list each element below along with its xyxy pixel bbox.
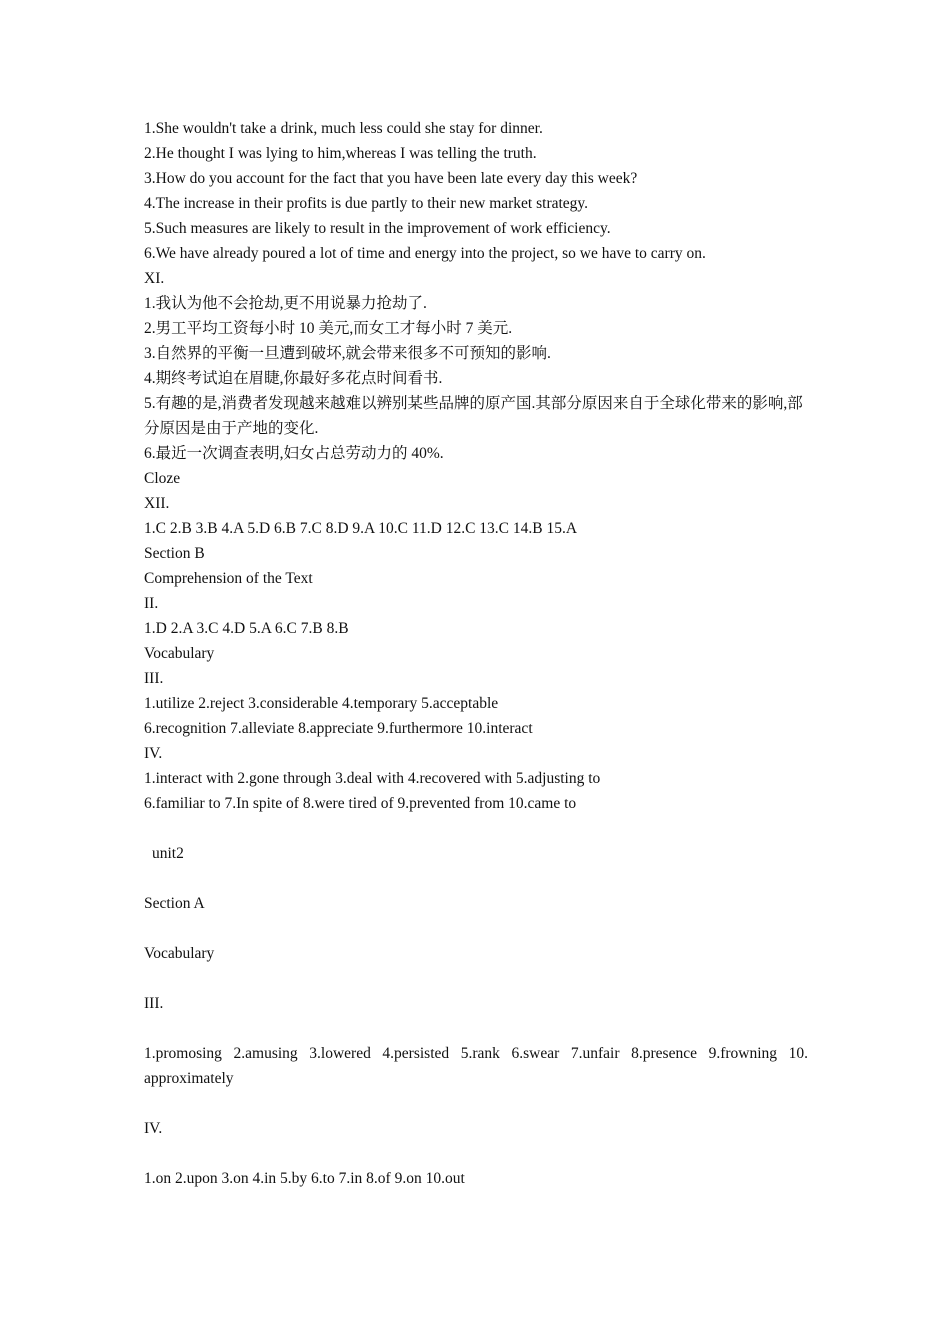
text-line: 5.Such measures are likely to result in the improvement of work efficiency. bbox=[144, 220, 611, 237]
spacer bbox=[144, 866, 808, 891]
spacer bbox=[144, 1091, 808, 1116]
section-heading: XI. bbox=[144, 270, 165, 287]
section-heading: XII. bbox=[144, 495, 170, 512]
answer-line: 1.promosing 2.amusing 3.lowered 4.persisted 5.rank 6.swear 7.unfair 8.presence 9.frowning 10. approximately bbox=[144, 1045, 808, 1087]
answer-line: 1.on 2.upon 3.on 4.in 5.by 6.to 7.in 8.of 9.on 10.out bbox=[144, 1170, 465, 1187]
spacer bbox=[144, 916, 808, 941]
section-heading: Cloze bbox=[144, 470, 181, 487]
text-line: 1.我认为他不会抢劫,更不用说暴力抢劫了. bbox=[144, 295, 427, 312]
answer-line: 1.D 2.A 3.C 4.D 5.A 6.C 7.B 8.B bbox=[144, 620, 349, 637]
spacer bbox=[144, 1141, 808, 1166]
section-heading: Section B bbox=[144, 545, 205, 562]
text-line: 2.男工平均工资每小时 10 美元,而女工才每小时 7 美元. bbox=[144, 320, 513, 337]
answer-line: 1.utilize 2.reject 3.considerable 4.temporary 5.acceptable bbox=[144, 695, 499, 712]
text-line: 6.We have already poured a lot of time and energy into the project, so we have to carry on. bbox=[144, 245, 706, 262]
text-line: 3.自然界的平衡一旦遭到破坏,就会带来很多不可预知的影响. bbox=[144, 345, 551, 362]
answer-line: 1.interact with 2.gone through 3.deal with 4.recovered with 5.adjusting to bbox=[144, 770, 601, 787]
section-heading: IV. bbox=[144, 1120, 163, 1137]
text-line: 6.最近一次调查表明,妇女占总劳动力的 40%. bbox=[144, 445, 444, 462]
spacer bbox=[144, 816, 808, 841]
spacer bbox=[144, 966, 808, 991]
text-line: 2.He thought I was lying to him,whereas I was telling the truth. bbox=[144, 145, 537, 162]
section-heading: II. bbox=[144, 595, 159, 612]
section-heading: Section A bbox=[144, 895, 205, 912]
spacer bbox=[144, 1016, 808, 1041]
section-heading: III. bbox=[144, 670, 164, 687]
section-heading: Vocabulary bbox=[144, 945, 215, 962]
text-line: 1.She wouldn't take a drink, much less could she stay for dinner. bbox=[144, 120, 543, 137]
document-body bbox=[144, 116, 808, 1191]
text-line: 5.有趣的是,消费者发现越来越难以辨别某些品牌的原产国.其部分原因来自于全球化带来的影响,部分原因是由于产地的变化. bbox=[144, 395, 803, 437]
unit-title: unit2 bbox=[152, 845, 184, 862]
section-heading: Vocabulary bbox=[144, 645, 215, 662]
text-line: 4.The increase in their profits is due partly to their new market strategy. bbox=[144, 195, 589, 212]
section-heading: Comprehension of the Text bbox=[144, 570, 313, 587]
section-heading: IV. bbox=[144, 745, 163, 762]
section-heading: III. bbox=[144, 995, 164, 1012]
answer-line: 6.familiar to 7.In spite of 8.were tired of 9.prevented from 10.came to bbox=[144, 795, 577, 812]
text-line: 4.期终考试迫在眉睫,你最好多花点时间看书. bbox=[144, 370, 443, 387]
answer-line: 6.recognition 7.alleviate 8.appreciate 9.furthermore 10.interact bbox=[144, 720, 533, 737]
text-line: 3.How do you account for the fact that you have been late every day this week? bbox=[144, 170, 638, 187]
answer-line: 1.C 2.B 3.B 4.A 5.D 6.B 7.C 8.D 9.A 10.C 11.D 12.C 13.C 14.B 15.A bbox=[144, 520, 578, 537]
